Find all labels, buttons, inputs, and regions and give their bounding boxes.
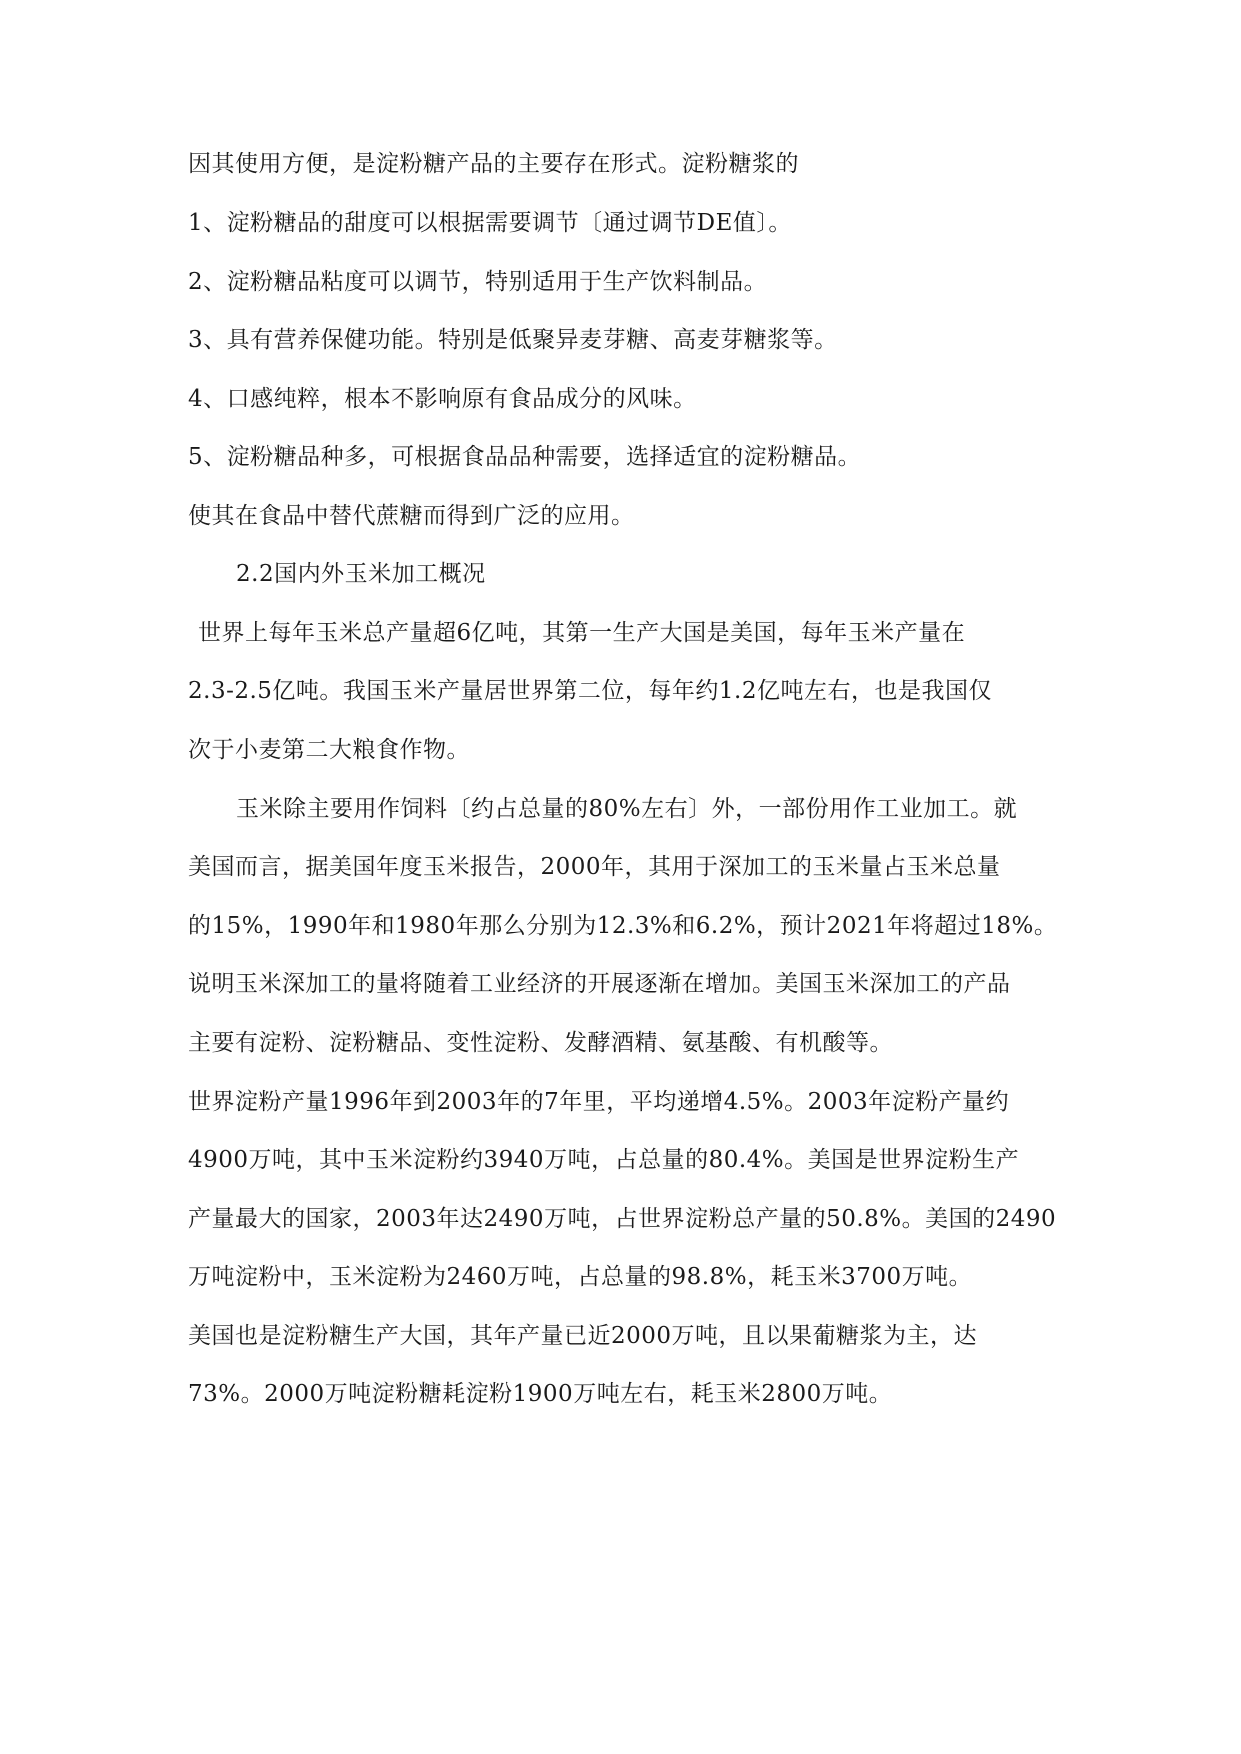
paragraph-line: 使其在食品中替代蔗糖而得到广泛的应用。 (188, 503, 635, 529)
paragraph-line: 美国也是淀粉糖生产大国，其年产量已近2000万吨，且以果葡糖浆为主，达 (188, 1323, 978, 1349)
section-heading: 2.2国内外玉米加工概况 (236, 561, 486, 587)
paragraph-line: 世界上每年玉米总产量超6亿吨，其第一生产大国是美国，每年玉米产量在 (198, 620, 966, 646)
paragraph-line: 4900万吨，其中玉米淀粉约3940万吨，占总量的80.4%。美国是世界淀粉生产 (188, 1147, 1020, 1173)
paragraph-line: 世界淀粉产量1996年到2003年的7年里，平均递增4.5%。2003年淀粉产量约 (188, 1089, 1010, 1115)
paragraph-line: 主要有淀粉、淀粉糖品、变性淀粉、发酵酒精、氨基酸、有机酸等。 (188, 1030, 893, 1056)
list-item-2: 2、淀粉糖品粘度可以调节，特别适用于生产饮料制品。 (188, 269, 768, 295)
paragraph-line: 万吨淀粉中，玉米淀粉为2460万吨，占总量的98.8%，耗玉米3700万吨。 (188, 1264, 973, 1290)
paragraph-line: 玉米除主要用作饲料〔约占总量的80%左右〕外，一部份用作工业加工。就 (236, 796, 1018, 822)
paragraph-line: 次于小麦第二大粮食作物。 (188, 737, 470, 763)
paragraph-line: 美国而言，据美国年度玉米报告，2000年，其用于深加工的玉米量占玉米总量 (188, 854, 1001, 880)
paragraph-line: 因其使用方便，是淀粉糖产品的主要存在形式。淀粉糖浆的 (188, 151, 799, 177)
paragraph-line: 说明玉米深加工的量将随着工业经济的开展逐渐在增加。美国玉米深加工的产品 (188, 971, 1011, 997)
paragraph-line: 的15%，1990年和1980年那么分别为12.3%和6.2%，预计2021年将超过18%。 (188, 913, 1058, 939)
paragraph-line: 产量最大的国家，2003年达2490万吨，占世界淀粉总产量的50.8%。美国的2490 (188, 1206, 1057, 1232)
list-item-5: 5、淀粉糖品种多，可根据食品品种需要，选择适宜的淀粉糖品。 (188, 444, 862, 470)
list-item-3: 3、具有营养保健功能。特别是低聚异麦芽糖、高麦芽糖浆等。 (188, 327, 838, 353)
list-item-1: 1、淀粉糖品的甜度可以根据需要调节〔通过调节DE值〕。 (188, 210, 792, 236)
paragraph-line: 2.3-2.5亿吨。我国玉米产量居世界第二位，每年约1.2亿吨左右，也是我国仅 (188, 678, 993, 704)
paragraph-line: 73%。2000万吨淀粉糖耗淀粉1900万吨左右，耗玉米2800万吨。 (188, 1381, 893, 1407)
list-item-4: 4、口感纯粹，根本不影响原有食品成分的风味。 (188, 386, 697, 412)
